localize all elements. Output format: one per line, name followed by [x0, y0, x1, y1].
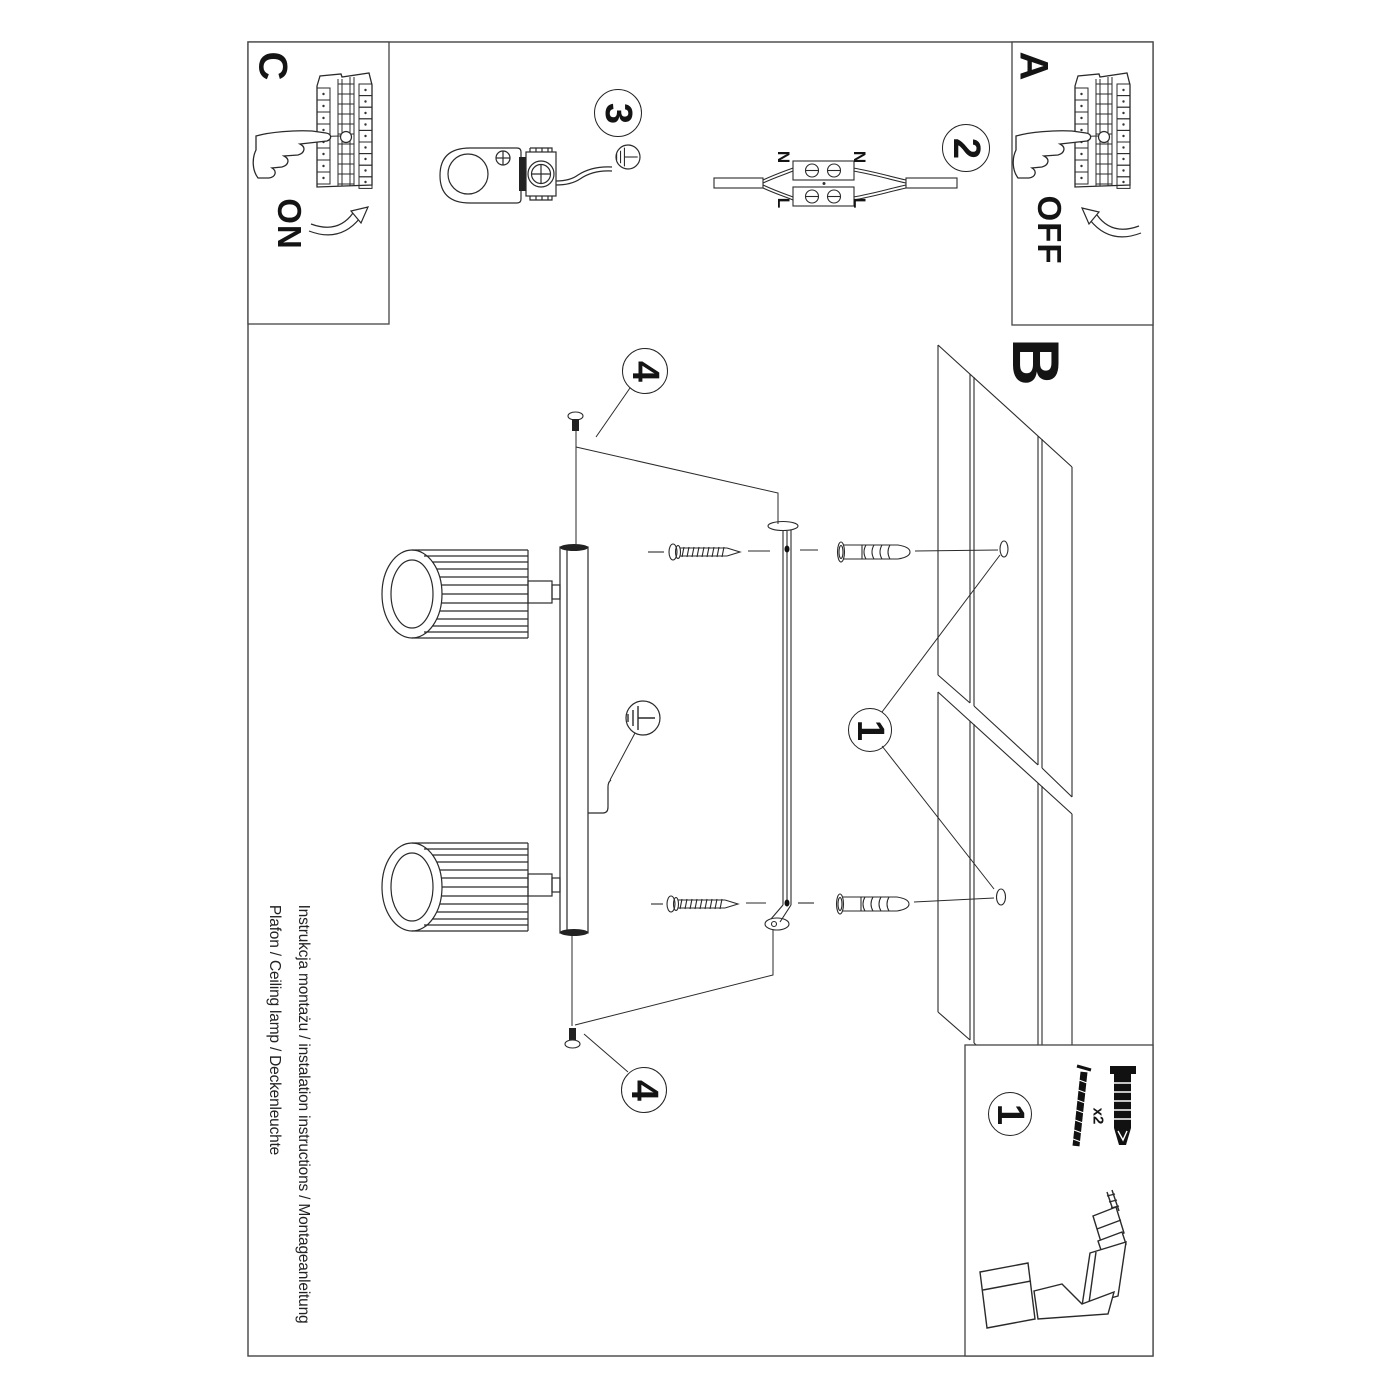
- wire-label-n-right: N: [850, 150, 869, 164]
- off-label: OFF: [1031, 195, 1068, 265]
- section-a-box: [1012, 42, 1153, 325]
- step-4-badge-bottom: 4: [621, 1067, 667, 1113]
- section-b-label: B: [999, 338, 1073, 386]
- parts-quantity: x2: [1089, 1107, 1107, 1125]
- wire-label-l-right: L: [850, 197, 869, 209]
- footer-product: Plafon / Ceiling lamp / Deckenleuchte: [266, 904, 283, 1156]
- step-1-badge-parts: 1: [988, 1092, 1032, 1136]
- on-label: ON: [271, 198, 308, 250]
- wire-label-n-left: N: [774, 150, 793, 164]
- step-3-badge: 3: [594, 89, 642, 137]
- section-c-label: C: [250, 51, 295, 81]
- footer-title: Instrukcja montażu / instalation instructions / Montageanleitung: [295, 904, 312, 1324]
- ground-symbol-socket: [616, 145, 640, 169]
- step-2-badge: 2: [942, 124, 990, 172]
- section-c-box: [248, 42, 389, 324]
- ground-symbol-main: [626, 701, 660, 735]
- parts-box: [965, 1045, 1153, 1356]
- wire-label-l-left: L: [774, 197, 793, 209]
- step-4-badge-top: 4: [622, 348, 668, 394]
- section-a-label: A: [1011, 51, 1056, 81]
- step-1-badge-main: 1: [848, 708, 892, 752]
